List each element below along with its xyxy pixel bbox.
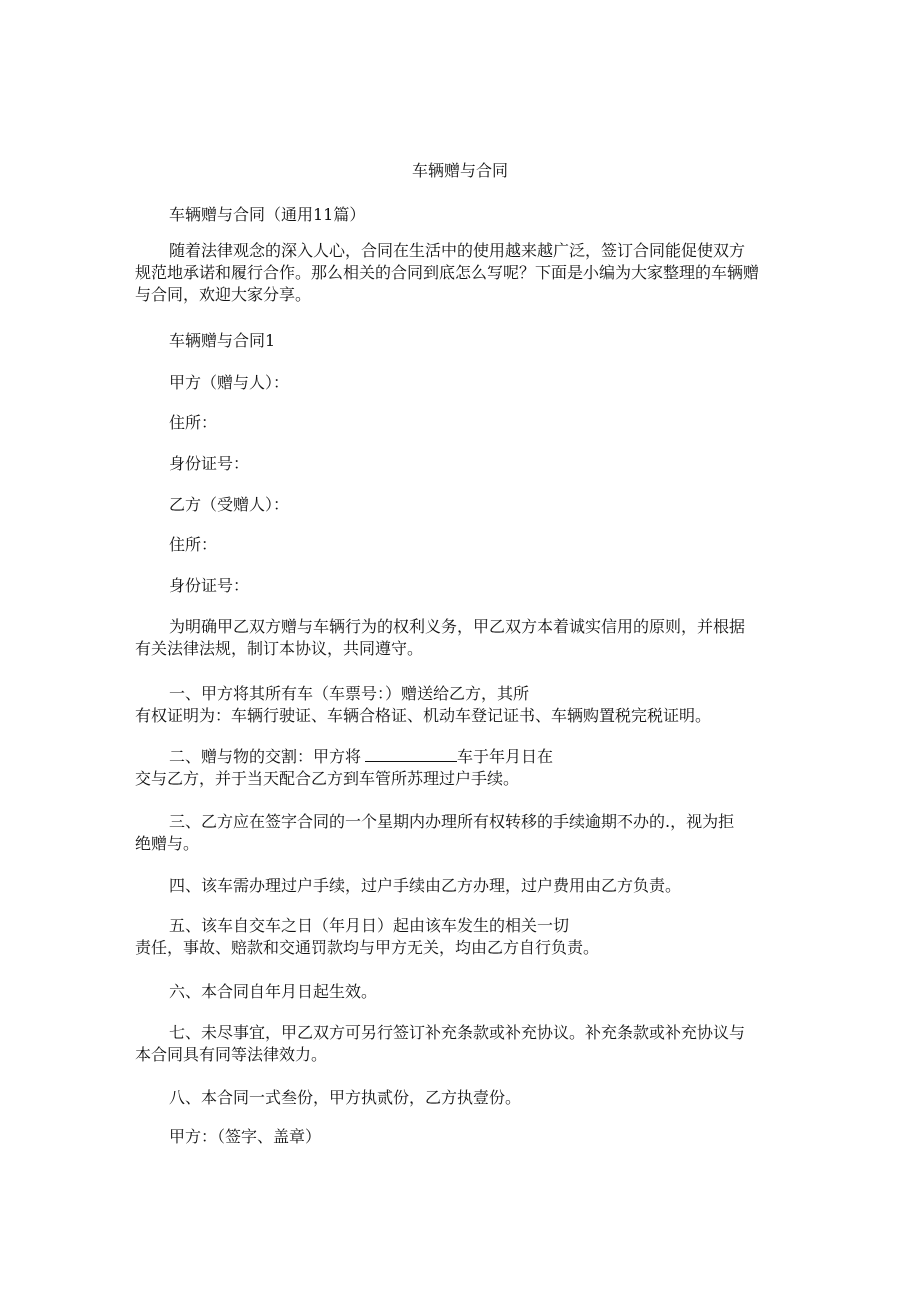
document-subtitle: 车辆赠与合同（通用11篇）	[169, 205, 366, 224]
clause-2	[135, 746, 785, 790]
party-a-id-number: 身份证号：	[169, 454, 250, 473]
party-b-id-number: 身份证号：	[169, 576, 250, 595]
clause-line: 有权证明为：车辆行驶证、车辆合格证、机动车登记证书、车辆购置税完税证明。	[135, 706, 712, 725]
contract-heading: 车辆赠与合同1	[169, 331, 276, 350]
clause-1	[135, 683, 785, 727]
intro-paragraph	[135, 240, 785, 306]
clause-line: 交与乙方，并于当天配合乙方到车管所苏理过户手续。	[135, 769, 520, 788]
clause-line: 五、该车自交车之日（年月日）起由该车发生的相关一切	[169, 916, 570, 935]
intro-line: 规范地承诺和履行合作。那么相关的合同到底怎么写呢？下面是小编为大家整理的车辆赠	[135, 263, 760, 282]
document-title: 车辆赠与合同	[411, 161, 508, 180]
intro-line: 与合同，欢迎大家分享。	[135, 285, 312, 304]
clause-line: 一、甲方将其所有车（车票号：）赠送给乙方，其所	[169, 684, 530, 703]
clause-line	[135, 746, 785, 768]
fill-in-blank	[365, 747, 457, 762]
clause-line: 绝赠与。	[135, 834, 200, 853]
clause-5	[135, 915, 785, 959]
clause-line: 责任，事故、赔款和交通罚款均与甲方无关，均由乙方自行负责。	[135, 938, 600, 957]
clause-4: 四、该车需办理过户手续，过户手续由乙方办理，过户费用由乙方负责。	[169, 876, 682, 895]
preamble-line: 为明确甲乙双方赠与车辆行为的权利义务，甲乙双方本着诚实信用的原则，并根据	[169, 617, 746, 636]
clause-line: 本合同具有同等法律效力。	[135, 1045, 328, 1064]
clause-7	[135, 1022, 785, 1066]
clause-line: 七、未尽事宜，甲乙双方可另行签订补充条款或补充协议。补充条款或补充协议与	[169, 1023, 746, 1042]
party-b-label: 乙方（受赠人）：	[169, 495, 290, 514]
clause-text: 车于年月日在	[457, 747, 554, 766]
clause-line: 三、乙方应在签字合同的一个星期内办理所有权转移的手续逾期不办的.，视为拒	[169, 812, 735, 831]
party-b-address: 住所：	[169, 535, 218, 554]
clause-3	[135, 811, 785, 855]
party-a-signature: 甲方：（签字、盖章）	[169, 1127, 322, 1146]
party-a-address: 住所：	[169, 413, 218, 432]
intro-line: 随着法律观念的深入人心，合同在生活中的使用越来越广泛，签订合同能促使双方	[169, 241, 746, 260]
clause-8: 八、本合同一式叁份，甲方执贰份，乙方执壹份。	[169, 1088, 522, 1107]
preamble-paragraph	[135, 616, 785, 660]
party-a-label: 甲方（赠与人）：	[169, 373, 290, 392]
clause-text: 二、赠与物的交割：甲方将	[169, 747, 362, 766]
clause-6: 六、本合同自年月日起生效。	[169, 982, 378, 1001]
preamble-line: 有关法律法规，制订本协议，共同遵守。	[135, 639, 424, 658]
